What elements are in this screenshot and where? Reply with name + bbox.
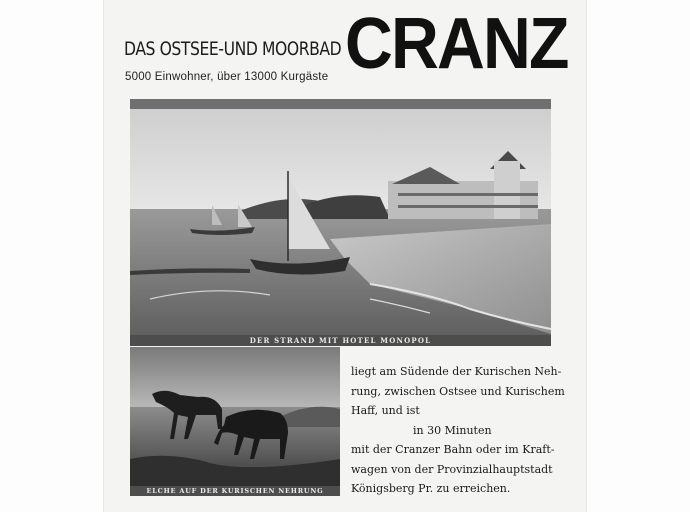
description-line: wagen von der Provinzialhauptstadt — [351, 462, 553, 476]
description-line: Haff, und ist — [351, 404, 420, 417]
description-line: rung, zwischen Ostsee und Kurischem — [351, 384, 565, 398]
description-line: in 30 Minuten — [413, 423, 492, 437]
resort-subtitle: DAS OSTSEE-UND MOORBAD — [124, 38, 342, 60]
description-text — [351, 362, 565, 499]
description-line: mit der Cranzer Bahn oder im Kraft- — [351, 443, 555, 456]
brand-title: CRANZ — [345, 4, 568, 84]
description-line: Königsberg Pr. zu erreichen. — [351, 482, 511, 495]
elk-photo-caption: ELCHE AUF DER KURISCHEN NEHRUNG — [130, 486, 340, 496]
elk-photo — [130, 347, 340, 486]
population-tagline: 5000 Einwohner, über 13000 Kurgäste — [125, 71, 329, 83]
description-line: liegt am Südende der Kurischen Neh- — [351, 365, 562, 378]
beach-photo-caption: DER STRAND MIT HOTEL MONOPOL — [130, 335, 551, 346]
beach-hotel-photo — [130, 99, 551, 346]
